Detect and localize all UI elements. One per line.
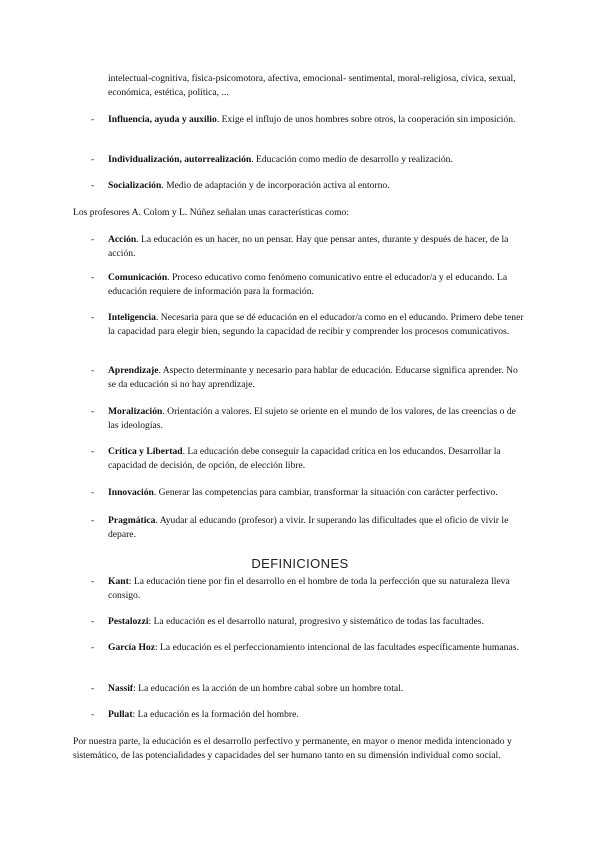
list-item-term: Comunicación	[108, 272, 168, 283]
list-item-description: . Generar las competencias para cambiar, transformar la situación con carácter perfectivo.	[153, 487, 498, 498]
bullet-dash: -	[91, 234, 95, 245]
list-item-term: Pragmática	[108, 515, 156, 526]
list-item-description: . Necesaria para que se dé educación en el educador/a como en el educando. Primero debe tener la capacidad para elegir bien, segundo la capacidad de recibir y comprender los procesos comunicativos.	[108, 312, 524, 337]
bullet-dash: -	[91, 114, 95, 125]
bullet-dash: -	[91, 487, 95, 498]
list-item-description: : La educación es el perfeccionamiento intencional de las facultades específicamente humanas.	[154, 642, 519, 653]
list-item-text	[108, 153, 526, 167]
list-item-text	[108, 514, 526, 541]
bullet-dash: -	[91, 180, 95, 191]
list-item-term: Influencia, ayuda y auxilio	[108, 114, 217, 125]
list-item-description: : La educación es la acción de un hombre cabal sobre un hombre total.	[133, 683, 404, 694]
bullet-dash: -	[91, 616, 95, 627]
list-item-term: Nassif	[108, 683, 134, 694]
list-item-description: . Aspecto determinante y necesario para hablar de educación. Educarse significa aprender. No se da educación si no hay aprendizaje.	[108, 365, 518, 390]
list-item-description: . Medio de adaptación y de incorporación activa al entorno.	[161, 180, 390, 191]
bullet-dash: -	[91, 683, 95, 694]
bullet-dash: -	[91, 365, 95, 376]
bullet-dash: -	[91, 515, 95, 526]
list-item-text	[108, 179, 526, 193]
list-item-text	[108, 641, 526, 655]
list-item-text	[108, 233, 526, 260]
intro-paragraph: Los profesores A. Colom y L. Núñez señalan unas características como:	[73, 207, 350, 218]
continuation-text: intelectual-cognitiva, física-psicomotora, afectiva, emocional- sentimental, moral-religiosa, cívica, sexual, económica, estética, política, ...	[108, 73, 516, 98]
list-item-term: Aprendizaje	[108, 365, 159, 376]
list-item-text	[108, 445, 526, 472]
bullet-dash: -	[91, 446, 95, 457]
list-item-term: Individualización, autorrealización	[108, 154, 252, 165]
list-item-text	[108, 708, 526, 722]
list-item-term: Moralización	[108, 406, 163, 417]
list-item-term: Innovación	[108, 487, 154, 498]
list-item-text	[108, 405, 526, 432]
bullet-dash: -	[91, 642, 95, 653]
list-item-description: . Orientación a valores. El sujeto se oriente en el mundo de los valores, de las creencias o de las ideologías.	[108, 406, 516, 431]
closing-paragraph: Por nuestra parte, la educación es el desarrollo perfectivo y permanente, en mayor o menor medida intencionado y sistemático, de las potencialidades y capacidades del ser humano tanto en su dimensión individual como social.	[73, 736, 512, 761]
list-item-description: . Educación como medio de desarrollo y realización.	[251, 154, 453, 165]
list-item-term: Pullat	[108, 709, 133, 720]
section-heading: DEFINICIONES	[251, 556, 349, 571]
list-item-term: García Hoz	[108, 642, 155, 653]
list-item-term: Acción	[108, 234, 137, 245]
list-item-description: . La educación debe conseguir la capacidad crítica en los educandos. Desarrollar la capacidad de decisión, de opción, de elección libre.	[108, 446, 501, 471]
bullet-dash: -	[91, 709, 95, 720]
list-item-term: Crítica y Libertad	[108, 446, 183, 457]
bullet-dash: -	[91, 312, 95, 323]
list-item-text	[108, 364, 526, 391]
list-item-text	[108, 113, 526, 127]
bullet-dash: -	[91, 154, 95, 165]
list-item-text	[108, 615, 526, 629]
bullet-dash: -	[91, 576, 95, 587]
list-item-description: . Exige el influjo de unos hombres sobre otros, la cooperación sin imposición.	[216, 114, 516, 125]
list-item-term: Socialización	[108, 180, 162, 191]
list-item-description: : La educación es el desarrollo natural, progresivo y sistemático de todas las facultades.	[148, 616, 484, 627]
list-item-term: Kant	[108, 576, 129, 587]
list-item-text	[108, 682, 526, 696]
list-item-description: . Ayudar al educando (profesor) a vivir. Ir superando las dificultades que el oficio de vivir le depare.	[108, 515, 509, 540]
list-item-description: : La educación tiene por fin el desarrollo en el hombre de toda la perfección que su naturaleza lleva consigo.	[108, 576, 510, 601]
list-item-term: Inteligencia	[108, 312, 156, 323]
bullet-dash: -	[91, 272, 95, 283]
list-item-description: : La educación es la formación del hombre.	[132, 709, 299, 720]
list-item-text	[108, 271, 526, 298]
list-item-description: . Proceso educativo como fenómeno comunicativo entre el educador/a y el educando. La educación requiere de información para la formación.	[108, 272, 508, 297]
list-item-text	[108, 311, 526, 338]
list-item-text	[108, 575, 526, 602]
list-item-text	[108, 486, 526, 500]
list-item-term: Pestalozzi	[108, 616, 149, 627]
list-item-description: . La educación es un hacer, no un pensar. Hay que pensar antes, durante y después de hacer, de la acción.	[108, 234, 509, 259]
bullet-dash: -	[91, 406, 95, 417]
